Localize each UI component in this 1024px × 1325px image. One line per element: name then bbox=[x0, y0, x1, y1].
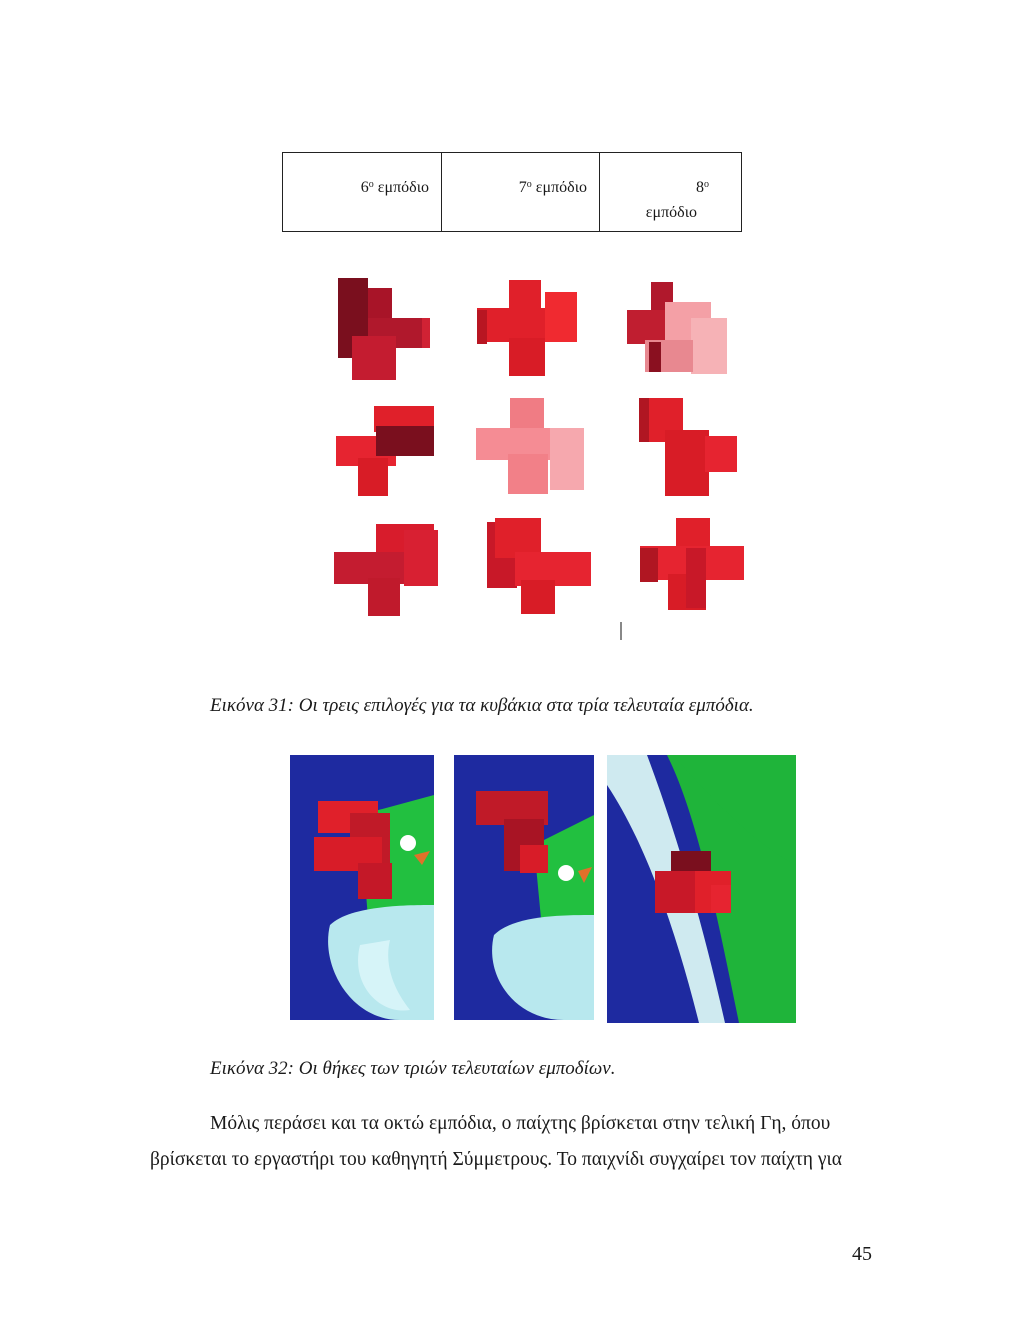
screenshot-obstacle-6-case bbox=[290, 755, 434, 1020]
obstacle-table bbox=[282, 152, 742, 232]
table-cell-obstacle-8 bbox=[599, 153, 741, 231]
table-cell-obstacle-6 bbox=[283, 153, 441, 231]
body-text-line-1: Μόλις περάσει και τα οκτώ εμπόδια, ο παίχτης βρίσκεται στην τελική Γη, όπου bbox=[210, 1113, 831, 1134]
cube-option-r3c3 bbox=[638, 518, 748, 614]
cube-option-r2c1 bbox=[334, 402, 444, 502]
obstacle-6-label: $6^o$ εμπόδιο bbox=[360, 179, 429, 196]
cube-options-grid bbox=[330, 268, 760, 640]
cube-option-r3c1 bbox=[332, 522, 442, 622]
page-number: 45 bbox=[852, 1243, 872, 1265]
obstacle-8-word: εμπόδιο bbox=[645, 204, 697, 221]
figure-31-caption: Εικόνα 31: Οι τρεις επιλογές για τα κυβάκια στα τρία τελευταία εμπόδια. bbox=[210, 695, 754, 716]
table-cell-obstacle-7 bbox=[441, 153, 599, 231]
cube-option-r3c2 bbox=[485, 518, 595, 618]
cube-option-r1c3 bbox=[625, 282, 735, 382]
body-text-line-2: βρίσκεται το εργαστήρι του καθηγητή Σύμμετρους. Το παιχνίδι συγχαίρει τον παίχτη για bbox=[150, 1149, 842, 1170]
figure-32-caption: Εικόνα 32: Οι θήκες των τριών τελευταίων εμποδίων. bbox=[210, 1058, 616, 1079]
obstacle-7-label: $7^o$ εμπόδιο bbox=[518, 179, 587, 196]
cube-option-r2c3 bbox=[635, 396, 745, 502]
screenshot-obstacle-7-case bbox=[454, 755, 594, 1020]
cube-option-r1c2 bbox=[475, 280, 585, 380]
cube-option-r1c1 bbox=[330, 276, 440, 386]
screenshot-obstacle-8-case bbox=[607, 755, 796, 1023]
stray-mark bbox=[620, 622, 622, 640]
cube-option-r2c2 bbox=[474, 394, 594, 498]
obstacle-8-number: $8^o$ bbox=[696, 179, 709, 196]
